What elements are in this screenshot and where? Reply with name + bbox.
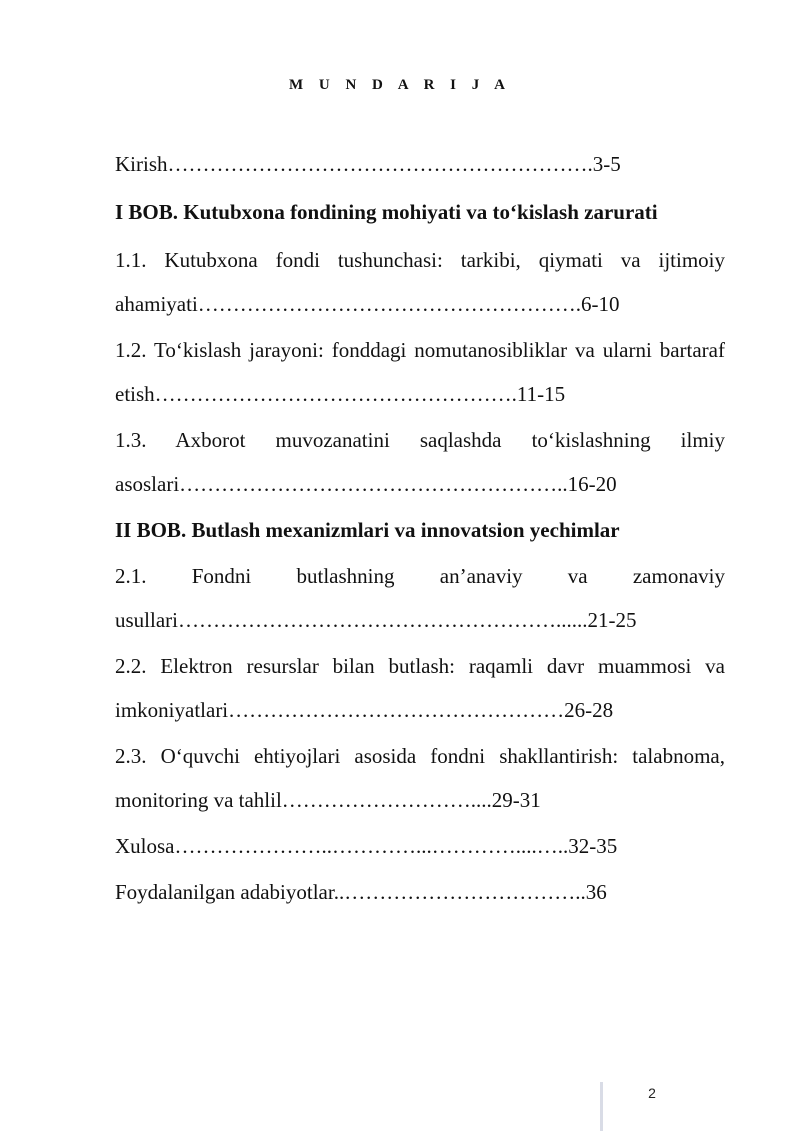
table-of-contents	[115, 142, 725, 914]
page-number: 2	[648, 1085, 656, 1101]
toc-entry-conclusion: Xulosa…………………..…………...…………....…..32-35	[115, 834, 618, 858]
toc-entry-references: Foydalanilgan adabiyotlar..……………………………..36	[115, 880, 607, 904]
chapter-2-heading: II BOB. Butlash mexanizmlari va innovatsion yechimlar	[115, 518, 620, 542]
toc-entry-1-3: 1.3. Axborot muvozanatini saqlashda to‘kislashning ilmiy asoslari………………………………………………..16-20	[115, 428, 725, 496]
toc-entry-2-2: 2.2. Elektron resurslar bilan butlash: raqamli davr muammosi va imkoniyatlari…………………………………………26-28	[115, 654, 725, 722]
chapter-1-heading: I BOB. Kutubxona fondining mohiyati va to‘kislash zarurati	[115, 200, 658, 224]
toc-entry-1-2: 1.2. To‘kislash jarayoni: fonddagi nomutanosibliklar va ularni bartaraf etish…………………………………………….11-15	[115, 338, 725, 406]
page-title: M U N D A R I J A	[288, 77, 511, 93]
toc-entry-1-1: 1.1. Kutubxona fondi tushunchasi: tarkibi, qiymati va ijtimoiy ahamiyati……………………………………………….6-10	[115, 248, 725, 316]
page-number-divider	[600, 1082, 603, 1131]
toc-entry-2-3: 2.3. O‘quvchi ehtiyojlari asosida fondni shakllantirish: talabnoma, monitoring va tahlil………………………....29-31	[115, 744, 725, 812]
toc-entry-2-1: 2.1. Fondni butlashning an’anaviy va zamonaviy usullari………………………………………………......21-25	[115, 564, 725, 632]
toc-entry-intro: Kirish…………………………………………………….3-5	[115, 152, 621, 176]
